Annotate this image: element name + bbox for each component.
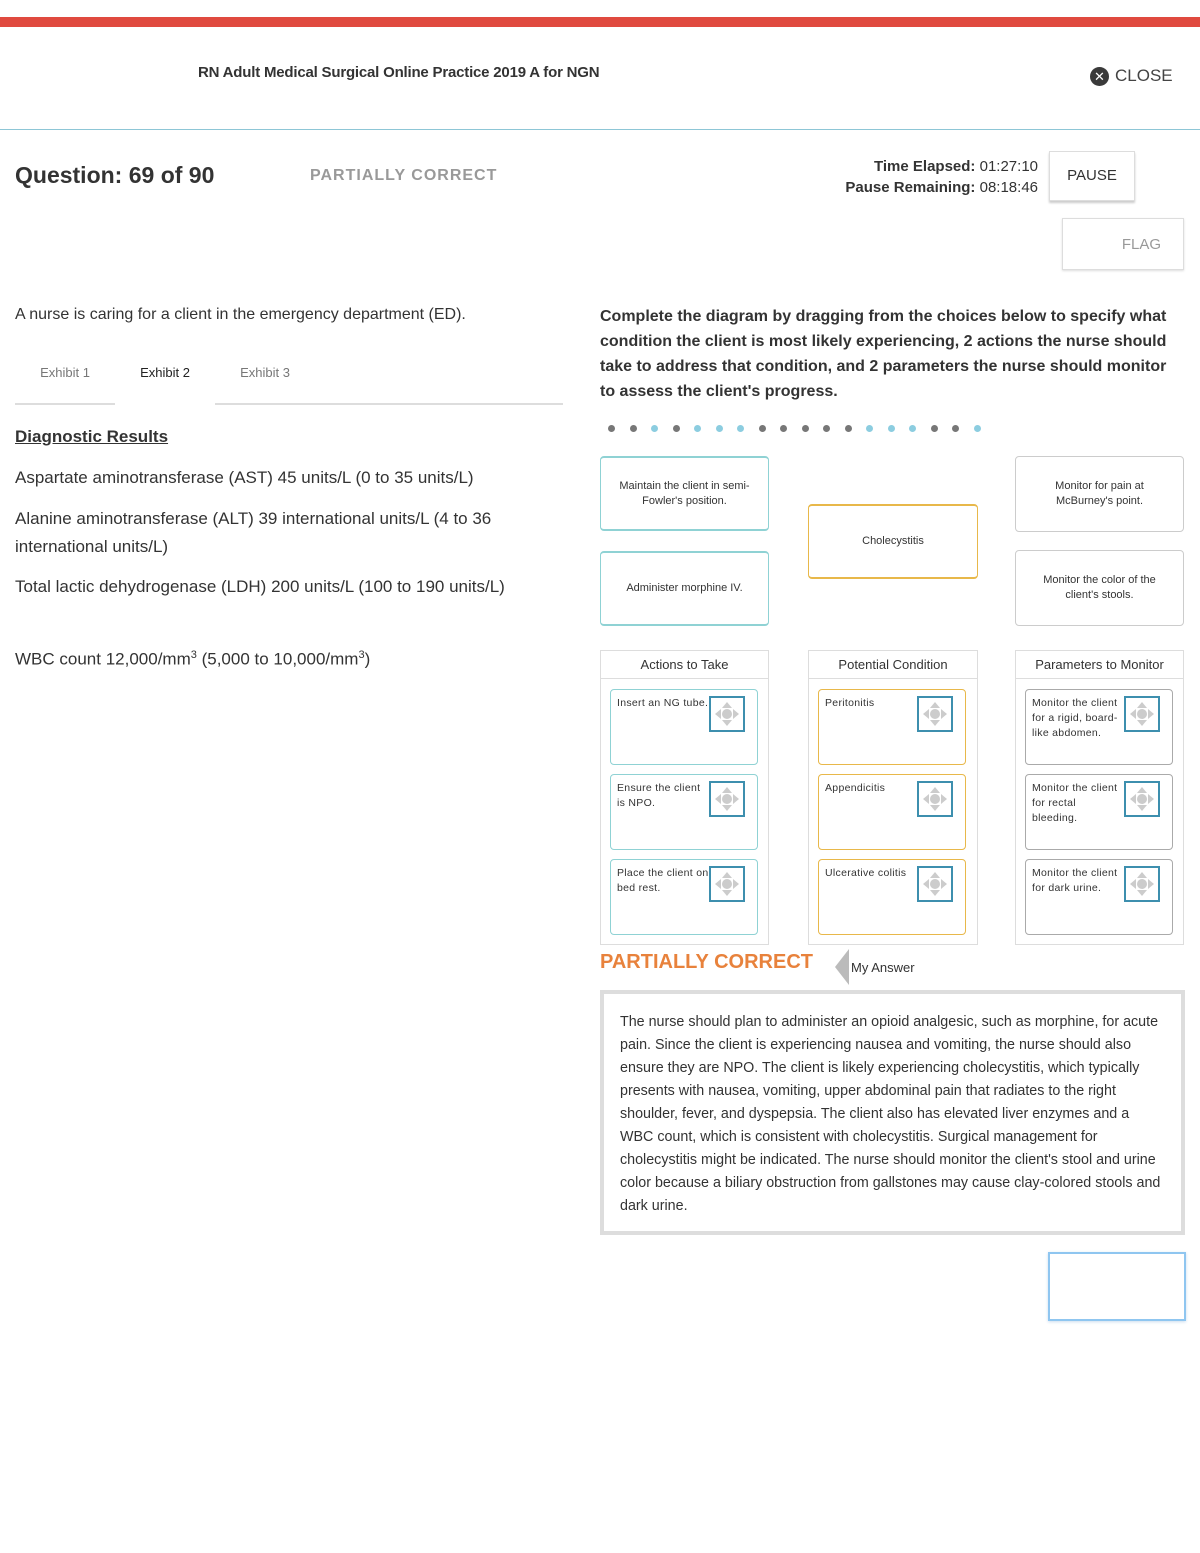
choice-text: Appendicitis bbox=[825, 782, 886, 794]
action-slot-2[interactable]: Administer morphine IV. bbox=[600, 551, 769, 626]
progress-dot bbox=[931, 425, 938, 432]
move-handle-icon[interactable] bbox=[1124, 781, 1160, 817]
my-answer-toggle[interactable] bbox=[835, 949, 915, 985]
choice-card[interactable] bbox=[610, 859, 758, 935]
choice-card[interactable] bbox=[818, 689, 966, 765]
progress-dot bbox=[630, 425, 637, 432]
top-accent-bar bbox=[0, 17, 1200, 27]
exhibit-tabs bbox=[15, 355, 563, 405]
tab-exhibit-3[interactable]: Exhibit 3 bbox=[240, 365, 290, 380]
move-handle-icon[interactable] bbox=[1124, 866, 1160, 902]
wbc-sup-2: 3 bbox=[358, 649, 365, 661]
condition-column bbox=[808, 650, 978, 945]
move-handle-icon[interactable] bbox=[709, 866, 745, 902]
next-button[interactable] bbox=[1048, 1252, 1186, 1321]
close-label: CLOSE bbox=[1115, 66, 1173, 85]
choice-card[interactable] bbox=[1025, 774, 1173, 850]
wbc-sup-1: 3 bbox=[190, 649, 197, 661]
progress-dot bbox=[952, 425, 959, 432]
pause-remaining-label: Pause Remaining: bbox=[845, 179, 976, 196]
choice-text: Insert an NG tube. bbox=[617, 697, 709, 709]
progress-dot bbox=[823, 425, 830, 432]
question-stem: A nurse is caring for a client in the emergency department (ED). bbox=[15, 306, 466, 323]
flag-button[interactable]: FLAG bbox=[1062, 218, 1184, 270]
choice-text: Ensure the client is NPO. bbox=[617, 782, 701, 809]
question-status: PARTIALLY CORRECT bbox=[310, 167, 498, 184]
timer-panel bbox=[845, 156, 1038, 198]
result-ldh: Total lactic dehydrogenase (LDH) 200 units/L (100 to 190 units/L) bbox=[15, 577, 505, 596]
close-circle-icon: ✕ bbox=[1090, 67, 1109, 86]
move-handle-icon[interactable] bbox=[917, 696, 953, 732]
header-divider bbox=[0, 129, 1200, 130]
wbc-middle: (5,000 to 10,000/mm bbox=[196, 649, 359, 669]
wbc-prefix: WBC count 12,000/mm bbox=[15, 649, 191, 669]
move-handle-icon[interactable] bbox=[917, 781, 953, 817]
choice-text: Monitor the client for rectal bleeding. bbox=[1032, 782, 1118, 824]
column-title: Potential Condition bbox=[809, 651, 977, 679]
choice-card[interactable] bbox=[1025, 689, 1173, 765]
diagnostic-results-title: Diagnostic Results bbox=[15, 427, 169, 446]
condition-slot[interactable]: Cholecystitis bbox=[808, 504, 978, 579]
parameters-column bbox=[1015, 650, 1184, 945]
tab-exhibit-2[interactable]: Exhibit 2 bbox=[115, 355, 215, 405]
time-elapsed-value: 01:27:10 bbox=[979, 158, 1038, 175]
my-answer-label: My Answer bbox=[851, 959, 915, 975]
choice-text: Peritonitis bbox=[825, 697, 875, 709]
choice-text: Place the client on bed rest. bbox=[617, 867, 709, 894]
time-elapsed-label: Time Elapsed: bbox=[874, 158, 976, 175]
choice-text: Monitor the client for a rigid, board-like abdomen. bbox=[1032, 697, 1118, 739]
progress-dot bbox=[694, 425, 701, 432]
progress-dot bbox=[866, 425, 873, 432]
pause-button[interactable]: PAUSE bbox=[1049, 151, 1135, 201]
arrow-left-icon bbox=[835, 949, 849, 985]
result-label: PARTIALLY CORRECT bbox=[600, 951, 813, 973]
progress-dot bbox=[974, 425, 981, 432]
instructions: Complete the diagram by dragging from the choices below to specify what condition the client is most likely experiencing, 2 actions the nurse should take to address that condition, and 2 parameters the nurse should monitor to assess the client's progress. bbox=[600, 308, 1167, 400]
progress-dot bbox=[845, 425, 852, 432]
result-alt: Alanine aminotransferase (ALT) 39 international units/L (4 to 36 international units/L) bbox=[15, 509, 492, 556]
question-number: Question: 69 of 90 bbox=[15, 162, 215, 188]
progress-dot bbox=[673, 425, 680, 432]
progress-dot bbox=[909, 425, 916, 432]
move-handle-icon[interactable] bbox=[917, 866, 953, 902]
progress-dot bbox=[608, 425, 615, 432]
progress-dots bbox=[608, 425, 981, 432]
progress-dot bbox=[716, 425, 723, 432]
wbc-suffix: ) bbox=[364, 649, 371, 669]
move-handle-icon[interactable] bbox=[1124, 696, 1160, 732]
parameter-slot-2[interactable]: Monitor the color of the client's stools. bbox=[1015, 550, 1184, 626]
choice-card[interactable] bbox=[610, 689, 758, 765]
progress-dot bbox=[780, 425, 787, 432]
choice-card[interactable] bbox=[818, 774, 966, 850]
result-ast: Aspartate aminotransferase (AST) 45 units/L (0 to 35 units/L) bbox=[15, 468, 474, 487]
choice-card[interactable] bbox=[818, 859, 966, 935]
choice-text: Monitor the client for dark urine. bbox=[1032, 867, 1118, 894]
column-title: Actions to Take bbox=[601, 651, 768, 679]
result-wbc bbox=[15, 641, 560, 674]
app-title: RN Adult Medical Surgical Online Practice 2019 A for NGN bbox=[198, 64, 600, 81]
close-button[interactable] bbox=[1090, 66, 1173, 86]
choice-card[interactable] bbox=[1025, 859, 1173, 935]
choice-text: Ulcerative colitis bbox=[825, 867, 907, 879]
actions-column bbox=[600, 650, 769, 945]
move-handle-icon[interactable] bbox=[709, 696, 745, 732]
progress-dot bbox=[737, 425, 744, 432]
rationale-box: The nurse should plan to administer an opioid analgesic, such as morphine, for acute pain. Since the client is experiencing nausea and vomiting, the nurse should also ensure they are NPO. The client is likely experiencing cholecystitis, which typically presents with nausea, vomiting, upper abdominal pain that radiates to the right shoulder, fever, and dyspepsia. The client also has elevated liver enzymes and a WBC count, which is consistent with cholecystitis. Surgical management for cholecystitis might be indicated. The nurse should monitor the client's stool and urine color because a biliary obstruction from gallstones may cause clay-colored stools and dark urine. bbox=[600, 990, 1185, 1235]
pause-remaining-value: 08:18:46 bbox=[979, 179, 1038, 196]
progress-dot bbox=[802, 425, 809, 432]
progress-dot bbox=[651, 425, 658, 432]
progress-dot bbox=[759, 425, 766, 432]
progress-dot bbox=[888, 425, 895, 432]
move-handle-icon[interactable] bbox=[709, 781, 745, 817]
choice-card[interactable] bbox=[610, 774, 758, 850]
tab-exhibit-1[interactable]: Exhibit 1 bbox=[40, 365, 90, 380]
column-title: Parameters to Monitor bbox=[1016, 651, 1183, 679]
action-slot-1[interactable]: Maintain the client in semi-Fowler's position. bbox=[600, 456, 769, 531]
parameter-slot-1[interactable]: Monitor for pain at McBurney's point. bbox=[1015, 456, 1184, 532]
